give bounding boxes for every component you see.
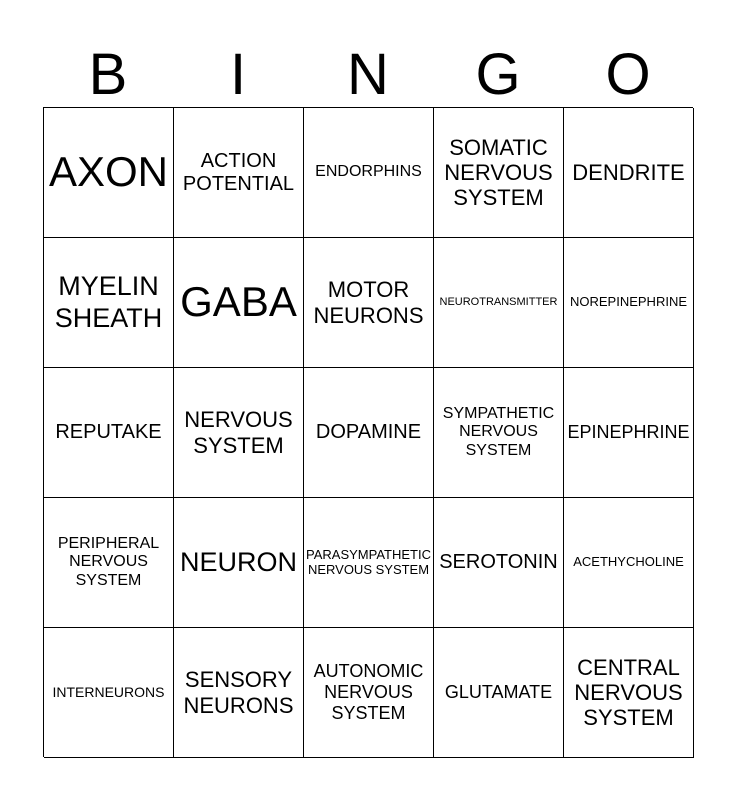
cell-label: AUTONOMIC NERVOUS SYSTEM [313,661,424,723]
header-letter-g: G [475,42,521,107]
bingo-cell[interactable] [44,498,174,628]
bingo-cell[interactable] [434,498,564,628]
cell-label: NOREPINEPHRINE [569,294,688,310]
bingo-cell[interactable] [44,628,174,758]
cell-label: EPINEPHRINE [567,422,690,443]
cell-label: ACTION POTENTIAL [182,149,295,195]
bingo-cell[interactable] [434,108,564,238]
bingo-cell[interactable] [304,108,434,238]
bingo-cell[interactable] [44,368,174,498]
cell-label: MOTOR NEURONS [313,277,424,328]
cell-label: GLUTAMATE [444,682,553,703]
cell-label: AXON [48,148,169,196]
cell-label: ACETHYCHOLINE [573,554,684,570]
bingo-board [43,107,693,757]
cell-label: NERVOUS SYSTEM [184,407,293,458]
cell-label: INTERNEURONS [52,684,165,701]
cell-label: NEURON [179,546,297,577]
bingo-cell[interactable] [434,628,564,758]
bingo-cell[interactable] [564,628,694,758]
bingo-cell[interactable] [44,238,174,368]
cell-label: CENTRAL NERVOUS SYSTEM [574,654,683,731]
bingo-cell[interactable] [174,368,304,498]
cell-label: MYELIN SHEATH [54,271,163,333]
bingo-cell[interactable] [304,628,434,758]
header-letter-o: O [605,42,651,107]
cell-label: SYMPATHETIC NERVOUS SYSTEM [442,404,555,459]
bingo-cell[interactable] [304,238,434,368]
cell-label: REPUTAKE [55,421,162,443]
bingo-cell[interactable] [304,498,434,628]
header-letter-b: B [88,42,128,107]
cell-label: ENDORPHINS [315,163,422,181]
bingo-cell[interactable] [304,368,434,498]
cell-label: PARASYMPATHETIC NERVOUS SYSTEM [306,546,431,577]
cell-label: PERIPHERAL NERVOUS SYSTEM [57,534,160,589]
bingo-cell[interactable] [564,108,694,238]
bingo-cell[interactable] [434,238,564,368]
cell-label: SENSORY NEURONS [183,667,294,718]
bingo-cell[interactable] [44,108,174,238]
bingo-cell[interactable] [174,498,304,628]
bingo-cell[interactable] [564,238,694,368]
bingo-cell[interactable] [174,108,304,238]
cell-label: DENDRITE [572,159,685,185]
bingo-cell[interactable] [434,368,564,498]
bingo-cell[interactable] [564,498,694,628]
cell-label: GABA [180,278,297,326]
cell-label: DOPAMINE [315,421,422,443]
bingo-cell[interactable] [564,368,694,498]
bingo-cell[interactable] [174,628,304,758]
bingo-header [43,42,693,108]
cell-label: SEROTONIN [439,551,558,573]
cell-label: SOMATIC NERVOUS SYSTEM [444,134,553,211]
header-letter-i: I [229,42,247,107]
bingo-cell[interactable] [174,238,304,368]
cell-label: NEUROTRANSMITTER [439,296,558,309]
header-letter-n: N [347,42,389,107]
